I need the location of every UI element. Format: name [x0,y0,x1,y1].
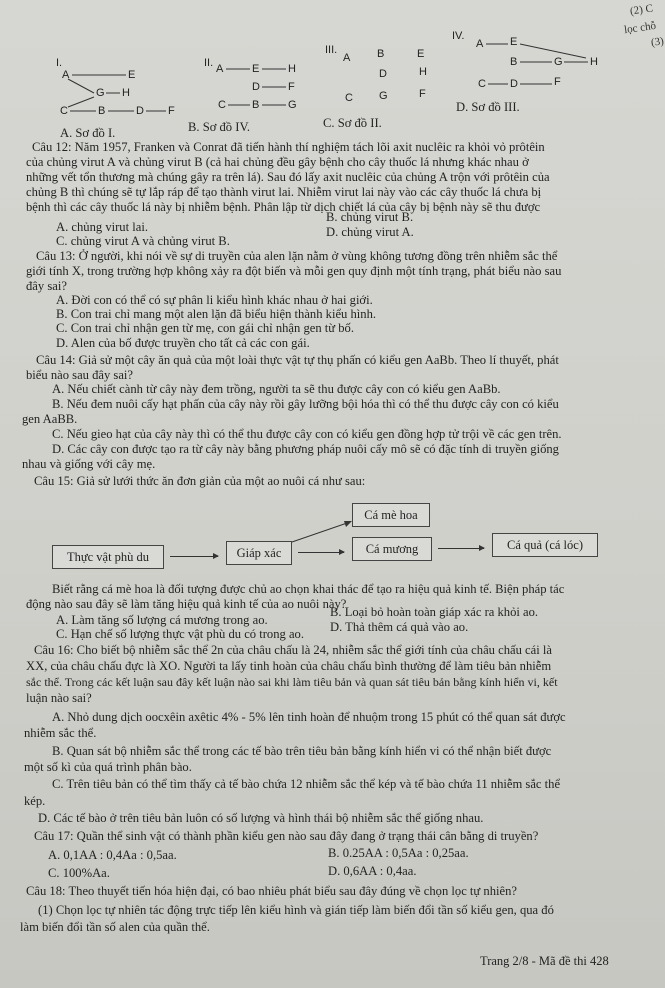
q12-line-5: bệnh thì các cây thuốc lá này bị nhiễm bệnh. Phân lập từ dịch chiết lá của cây bị bệnh này sẽ thu được [26,200,541,214]
q12-option-c: C. chủng virut A và chủng virut B. [56,234,230,248]
food-web-arrow [438,548,484,549]
q11-option-b: B. Sơ đồ IV. [188,120,251,134]
node: G [288,99,297,111]
q17-title: Câu 17: Quần thể sinh vật có thành phần kiểu gen nào sau đây đang ở trạng thái cân bằng di truyền? [34,829,539,843]
food-web-box-giap-xac: Giáp xác [226,541,292,565]
q14-option-b-cont: gen AaBB. [22,412,78,426]
node: E [128,69,136,81]
q12-line-1: Câu 12: Năm 1957, Franken và Conrat đã tiến hành thí nghiệm tách lõi axit nuclêic ra khỏi vỏ prôtêin [32,140,545,154]
q13-option-b: B. Con trai chỉ mang một alen lặn đã biểu hiện thành kiểu hình. [56,307,377,321]
diagram-2-label: II. [204,57,214,69]
q15-line-1: Biết rằng cá mè hoa là đối tượng được chủ ao chọn khai thác để tạo ra hiệu quả kinh tế. Biện pháp tác [52,582,565,596]
q14-option-c: C. Nếu gieo hạt của cây này thì có thể thu được cây con có kiểu gen đồng hợp tử trội về các gen trên. [52,427,562,441]
q14-option-d: D. Các cây con được tạo ra từ cây này bằng phương pháp nuôi cấy mô sẽ có đặc tính di truyền giống [52,442,559,456]
q17-option-c: C. 100%Aa. [48,866,110,880]
node: D [510,78,518,90]
node: B [377,48,385,60]
q15-title: Câu 15: Giả sử lưới thức ăn đơn giản của một ao nuôi cá như sau: [34,474,366,488]
q16-option-c-cont: kép. [24,794,46,808]
node: D [252,81,260,93]
q13-option-a: A. Đời con có thể có sự phân li kiểu hình khác nhau ở hai giới. [56,293,373,307]
diagram-3 [325,42,455,117]
node: F [288,81,295,93]
node: A [62,69,70,81]
q17-option-b: B. 0.25AA : 0,5Aa : 0,25aa. [328,846,469,860]
diagram-4 [450,30,620,110]
node: E [510,36,518,48]
diagram-1 [40,55,200,120]
node: H [288,63,296,75]
node: D [136,105,144,117]
diagram-2 [200,55,320,120]
node: H [590,56,598,68]
q15-option-a: A. Làm tăng số lượng cá mương trong ao. [56,613,268,627]
q15-option-d: D. Thả thêm cá quả vào ao. [330,620,469,634]
q15-option-c: C. Hạn chế số lượng thực vật phù du có trong ao. [56,627,305,641]
q12-line-3: những vết tổn thương mà chúng gây ra trên lá). Sau đó lấy axit nuclêic của chủng A trộn với prôtêin của [26,170,550,184]
node: A [216,63,224,75]
node: C [345,92,353,104]
q12-line-2: của chủng virut A và chủng virut B (cả hai chủng đều gây bệnh cho cây thuốc lá nhưng khác nhau ở [26,155,529,169]
q13-option-c: C. Con trai chỉ nhận gen từ mẹ, con gái chỉ nhận gen từ bố. [56,321,354,335]
q17-option-d: D. 0,6AA : 0,4aa. [328,864,417,878]
q11-option-a: A. Sơ đồ I. [60,126,116,140]
q16-option-a-cont: nhiễm sắc thể. [24,726,97,740]
corner-text-2: lọc chỗ [623,19,657,37]
node: D [379,68,387,80]
node: A [476,38,484,50]
food-web-arrow [170,556,218,557]
food-web-arrow [298,552,344,553]
q14-option-a: A. Nếu chiết cành từ cây này đem trồng, người ta sẽ thu được cây con có kiểu gen AaBb. [52,382,501,396]
q15-option-b: B. Loại bỏ hoàn toàn giáp xác ra khỏi ao. [330,605,539,619]
diagram-1-arrows [40,55,200,120]
node: C [478,78,486,90]
q16-line-1: Câu 16: Cho biết bộ nhiễm sắc thể 2n của châu chấu là 24, nhiễm sắc thể giới tính của châu chấu cái là [34,643,552,657]
q16-option-b-cont: một số kì của quá trình phân bào. [24,760,192,774]
q16-option-c: C. Trên tiêu bản có thể tìm thấy cả tế bào chứa 12 nhiễm sắc thể kép và tế bào chứa 11 nhiễm sắc thể [52,777,561,791]
q16-option-d: D. Các tế bào ở trên tiêu bản luôn có số lượng và hình thái bộ nhiễm sắc thể giống nhau. [38,811,484,825]
q15-line-2: động nào sau đây sẽ làm tăng hiệu quả kinh tế của ao nuôi này? [26,597,347,611]
node: F [419,88,426,100]
q16-option-b: B. Quan sát bộ nhiễm sắc thể trong các tế bào trên tiêu bản bằng kính hiển vi có thể nhận biết được [52,744,552,758]
q16-line-2: XX, của châu chấu đực là XO. Người ta lấy tinh hoàn của châu chấu bình thường để làm tiêu bản nhiễm [26,659,552,673]
q16-line-4: luận nào sai? [26,691,92,705]
node: B [510,56,518,68]
diagram-4-arrows [450,30,620,110]
q13-line-3: đây sai? [26,279,67,293]
q18-line-1: Câu 18: Theo thuyết tiến hóa hiện đại, có bao nhiêu phát biểu sau đây đúng về chọn lọc tự nhiên? [26,884,517,898]
food-web-box-ca-muong: Cá mương [352,537,432,561]
q18-line-3: làm biến đổi tần số alen của quần thể. [20,920,210,934]
node: B [252,99,260,111]
q18-line-2: (1) Chọn lọc tự nhiên tác động trực tiếp lên kiểu hình và gián tiếp làm biến đổi tần số kiểu gen, qua đó [38,903,554,917]
q11-option-d: D. Sơ đồ III. [456,100,520,114]
node: C [60,105,68,117]
q14-line-2: biểu nào sau đây sai? [26,368,134,382]
food-web-box-ca-qua: Cá quả (cá lóc) [492,533,598,557]
node: G [96,87,105,99]
node: E [417,48,425,60]
page-footer: Trang 2/8 - Mã đề thi 428 [480,954,609,968]
node: G [554,56,563,68]
q13-line-1: Câu 13: Ở người, khi nói về sự di truyền của alen lặn nằm ở vùng không tương đồng trên nhiễm sắc thể [36,249,558,263]
node: B [98,105,106,117]
node: A [343,52,351,64]
q16-line-3: sắc thể. Trong các kết luận sau đây kết luận nào sai khi làm tiêu bản và quan sát tiêu bản bằng kính hiển vi, kết [26,675,558,689]
q17-option-a: A. 0,1AA : 0,4Aa : 0,5aa. [48,848,177,862]
corner-text-1: (2) C [629,2,654,18]
corner-text-3: (3) [650,35,665,49]
q16-option-a: A. Nhỏ dung dịch oocxêin axêtic 4% - 5% lên tinh hoàn để nhuộm trong 15 phút có thể quan sát được [52,710,566,724]
food-web-box-thuc-vat-phu-du: Thực vật phù du [52,545,164,569]
q12-option-d: D. chủng virut A. [326,225,414,239]
q11-option-c: C. Sơ đồ II. [323,116,382,130]
node: C [218,99,226,111]
q14-line-1: Câu 14: Giả sử một cây ăn quả của một loài thực vật tự thụ phấn có kiểu gen AaBb. Theo lí thuyết, phát [36,353,559,367]
food-web-box-ca-me-hoa: Cá mè hoa [352,503,430,527]
diagram-2-arrows [200,55,320,120]
q14-option-b: B. Nếu đem nuôi cấy hạt phấn của cây này rồi gây lưỡng bội hóa thì có thể thu được cây con có kiểu [52,397,559,411]
node: H [419,66,427,78]
diagram-1-label: I. [56,57,63,69]
q12-line-4: chủng B thì chúng sẽ tự lắp ráp để tạo thành virut lai. Nhiễm virut lai này vào các cây thuốc lá chưa bị [26,185,542,199]
diagram-4-label: IV. [452,30,465,42]
q14-option-d-cont: nhau và giống với cây mẹ. [22,457,156,471]
node: G [379,90,388,102]
q13-option-d: D. Alen của bố được truyền cho tất cả các con gái. [56,336,310,350]
node: E [252,63,260,75]
node: F [168,105,175,117]
node: H [122,87,130,99]
q12-option-a: A. chủng virut lai. [56,220,148,234]
node: F [554,76,561,88]
diagram-3-label: III. [325,44,338,56]
q13-line-2: giới tính X, trong trường hợp không xảy ra đột biến và mỗi gen quy định một tính trạng, phát biểu nào sau [26,264,562,278]
food-web-arrow-up [290,518,360,548]
q12-option-b: B. chủng virut B. [326,210,414,224]
